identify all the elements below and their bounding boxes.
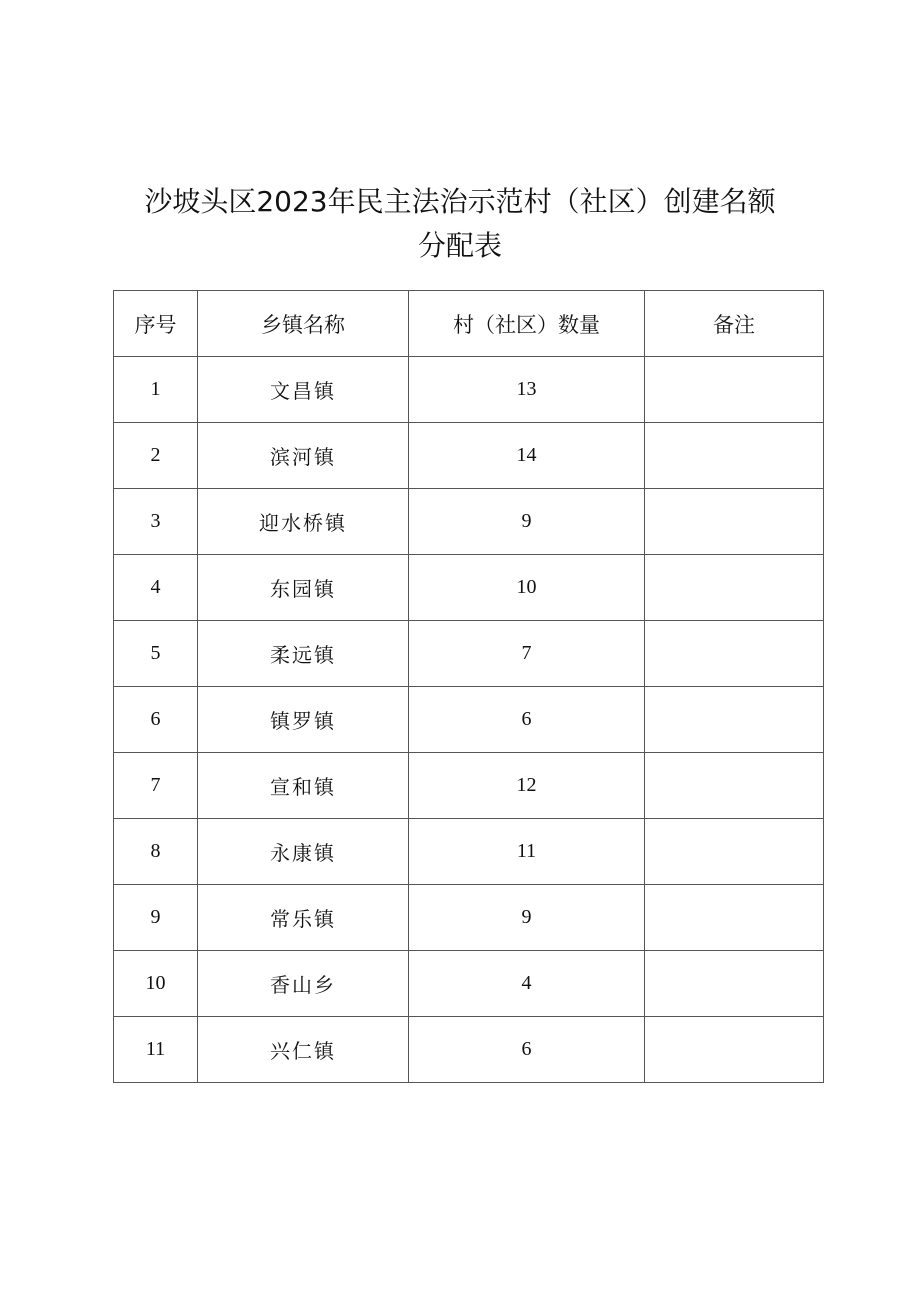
cell-index: 9 [114,885,198,951]
table-header-row [114,291,824,357]
cell-index: 1 [114,357,198,423]
table-row [114,357,824,423]
cell-village-count: 14 [409,423,645,489]
cell-index: 11 [114,1017,198,1083]
header-index: 序号 [114,291,198,357]
cell-index: 5 [114,621,198,687]
table-row [114,951,824,1017]
cell-index: 4 [114,555,198,621]
cell-remarks [645,555,824,621]
cell-index: 6 [114,687,198,753]
cell-village-count: 6 [409,687,645,753]
cell-remarks [645,687,824,753]
cell-remarks [645,951,824,1017]
cell-town-name: 香山乡 [198,951,409,1017]
cell-index: 10 [114,951,198,1017]
cell-town-name: 永康镇 [198,819,409,885]
cell-village-count: 6 [409,1017,645,1083]
table-body [114,357,824,1083]
document-title-line-2: 分配表 [417,229,502,262]
cell-village-count: 11 [409,819,645,885]
cell-village-count: 4 [409,951,645,1017]
cell-village-count: 13 [409,357,645,423]
cell-remarks [645,753,824,819]
table-row [114,753,824,819]
cell-town-name: 滨河镇 [198,423,409,489]
header-town-name: 乡镇名称 [198,291,409,357]
table-row [114,621,824,687]
cell-village-count: 12 [409,753,645,819]
cell-index: 7 [114,753,198,819]
cell-index: 2 [114,423,198,489]
cell-town-name: 镇罗镇 [198,687,409,753]
cell-village-count: 7 [409,621,645,687]
table-row [114,819,824,885]
cell-remarks [645,819,824,885]
cell-remarks [645,357,824,423]
cell-town-name: 宣和镇 [198,753,409,819]
allocation-table [113,290,824,1083]
cell-town-name: 常乐镇 [198,885,409,951]
table-row [114,1017,824,1083]
cell-index: 3 [114,489,198,555]
cell-town-name: 迎水桥镇 [198,489,409,555]
table-row [114,423,824,489]
document-title [0,180,920,268]
cell-village-count: 9 [409,885,645,951]
header-remarks: 备注 [645,291,824,357]
cell-village-count: 10 [409,555,645,621]
cell-remarks [645,489,824,555]
table-row [114,687,824,753]
table-row [114,555,824,621]
cell-remarks [645,621,824,687]
cell-town-name: 柔远镇 [198,621,409,687]
cell-index: 8 [114,819,198,885]
cell-town-name: 文昌镇 [198,357,409,423]
table-row [114,885,824,951]
cell-town-name: 东园镇 [198,555,409,621]
cell-village-count: 9 [409,489,645,555]
cell-remarks [645,885,824,951]
header-village-count: 村（社区）数量 [409,291,645,357]
cell-remarks [645,423,824,489]
cell-town-name: 兴仁镇 [198,1017,409,1083]
document-title-line-1: 沙坡头区2023年民主法治示范村（社区）创建名额 [144,185,776,218]
cell-remarks [645,1017,824,1083]
table-row [114,489,824,555]
